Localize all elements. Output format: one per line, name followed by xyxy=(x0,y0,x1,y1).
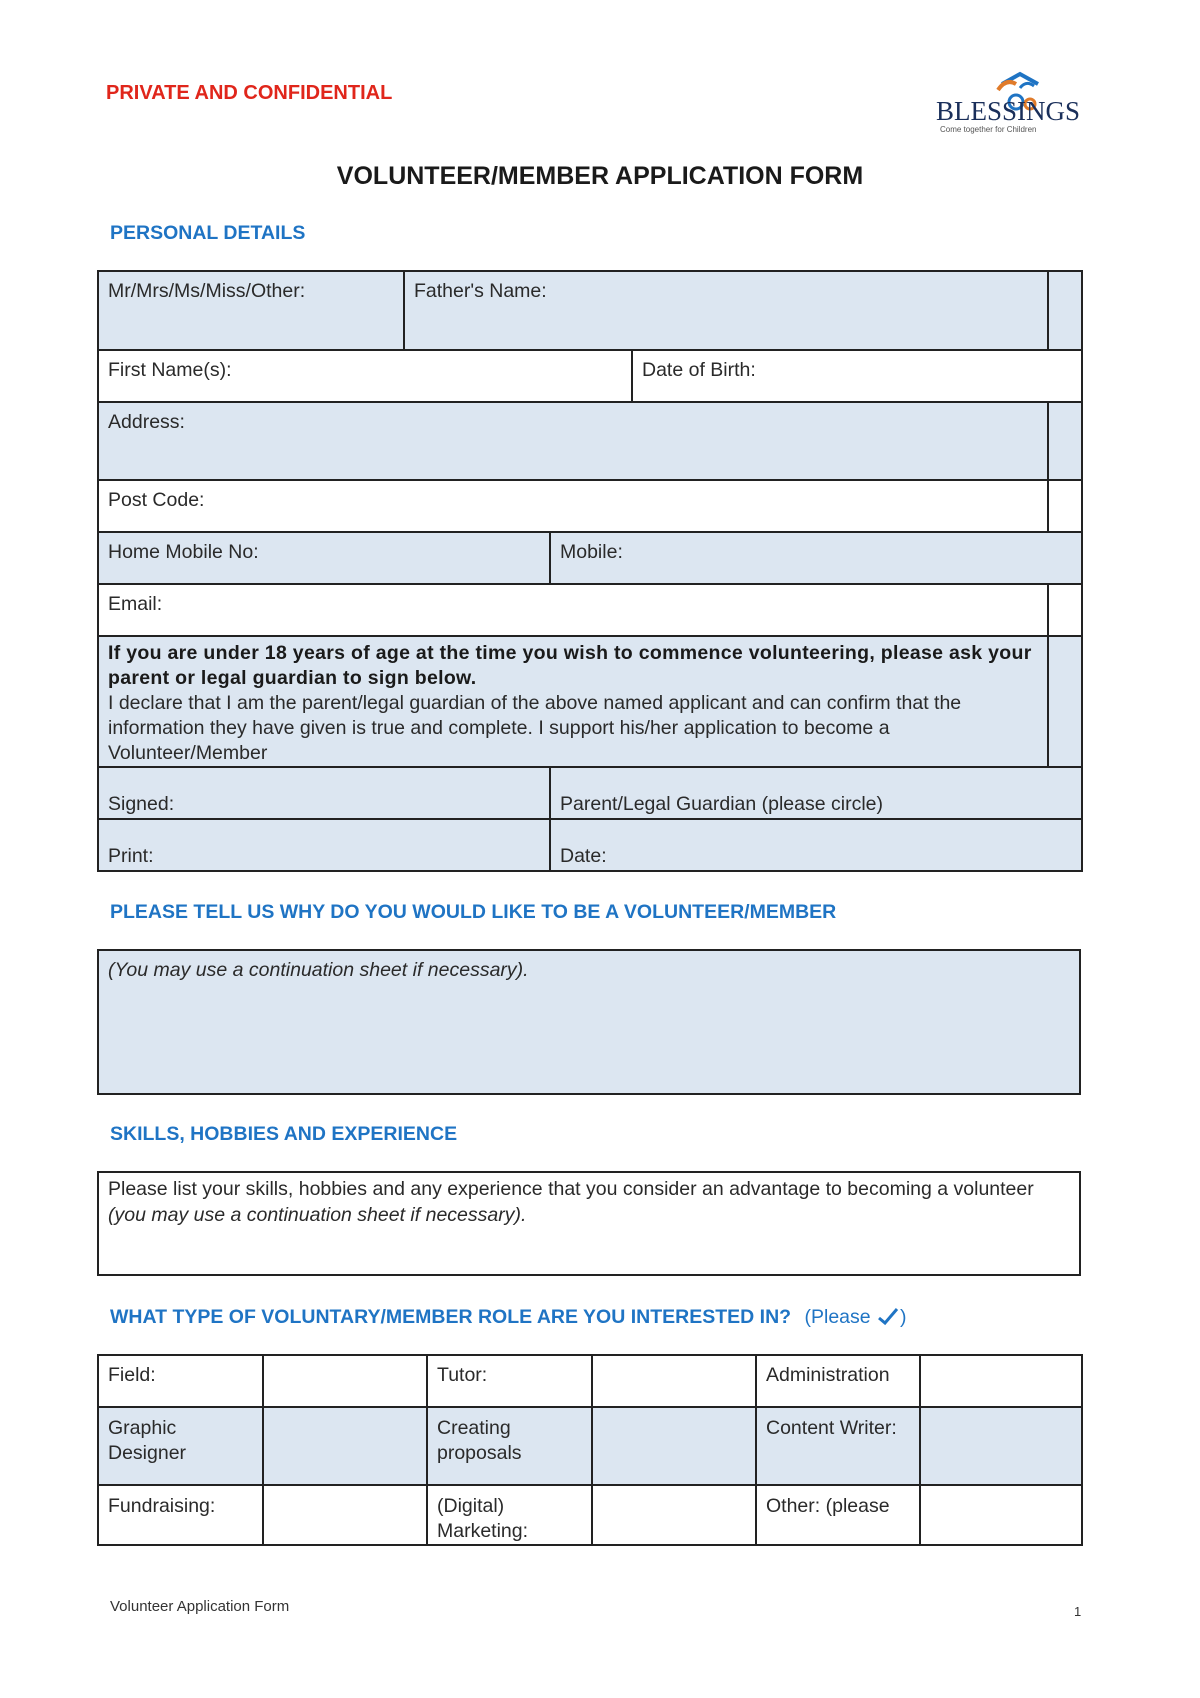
address-label: Address: xyxy=(108,411,185,433)
footer-label: Volunteer Application Form xyxy=(110,1598,290,1615)
role-administration-checkbox[interactable] xyxy=(920,1355,1082,1407)
date-label: Date: xyxy=(560,845,607,867)
role-content-writer: Content Writer: xyxy=(756,1407,920,1485)
role-creating-proposals: Creating proposals xyxy=(427,1407,592,1485)
date-field[interactable] xyxy=(550,819,1082,871)
home-mobile-label: Home Mobile No: xyxy=(108,541,259,563)
margin-cell xyxy=(1048,480,1082,532)
roles-heading: WHAT TYPE OF VOLUNTARY/MEMBER ROLE ARE YOU INTERESTED IN? xyxy=(110,1306,792,1328)
role-digital-marketing-checkbox[interactable] xyxy=(592,1485,756,1545)
dob-field[interactable] xyxy=(632,350,1082,402)
blessings-logo xyxy=(934,70,1104,140)
print-field[interactable] xyxy=(98,819,550,871)
signed-label: Signed: xyxy=(108,793,175,815)
why-volunteer-note: (You may use a continuation sheet if necessary). xyxy=(108,959,529,981)
role-graphic-designer: Graphic Designer xyxy=(98,1407,263,1485)
roles-heading-row xyxy=(110,1306,907,1329)
home-mobile-field[interactable] xyxy=(98,532,550,584)
svg-text:Come together for Children: Come together for Children xyxy=(940,125,1037,134)
personal-details-heading: PERSONAL DETAILS xyxy=(110,222,306,244)
email-field[interactable] xyxy=(98,584,1048,636)
skills-heading: SKILLS, HOBBIES AND EXPERIENCE xyxy=(110,1123,458,1145)
margin-cell xyxy=(1048,636,1082,767)
address-field[interactable] xyxy=(98,402,1048,480)
page-number: 1 xyxy=(1074,1604,1082,1619)
skills-instruction: Please list your skills, hobbies and any experience that you consider an advantage to becoming a volunteer xyxy=(108,1178,1034,1200)
postcode-field[interactable] xyxy=(98,480,1048,532)
signed-field[interactable] xyxy=(98,767,550,819)
margin-cell xyxy=(1048,584,1082,636)
roles-table xyxy=(97,1354,1083,1546)
title-label: Mr/Mrs/Ms/Miss/Other: xyxy=(108,280,306,302)
father-name-label: Father's Name: xyxy=(414,280,547,302)
skills-field[interactable] xyxy=(98,1172,1080,1275)
email-label: Email: xyxy=(108,593,163,615)
role-content-writer-checkbox[interactable] xyxy=(920,1407,1082,1485)
form-title: VOLUNTEER/MEMBER APPLICATION FORM xyxy=(336,162,864,190)
role-fundraising-checkbox[interactable] xyxy=(263,1485,427,1545)
role-tutor-checkbox[interactable] xyxy=(592,1355,756,1407)
guardian-instruction: If you are under 18 years of age at the time you wish to commence volunteering, please ask your parent or legal guardian to sign below. xyxy=(108,642,1032,689)
role-fundraising: Fundraising: xyxy=(98,1485,263,1545)
why-volunteer-field[interactable] xyxy=(98,950,1080,1094)
confidential-label: PRIVATE AND CONFIDENTIAL xyxy=(106,82,393,104)
guardian-declaration xyxy=(98,636,1048,767)
title-field[interactable] xyxy=(98,271,404,350)
roles-please: (Please xyxy=(804,1306,871,1328)
role-other-checkbox[interactable] xyxy=(920,1485,1082,1545)
skills-table xyxy=(97,1171,1081,1276)
role-other: Other: (please xyxy=(756,1485,920,1545)
first-name-label: First Name(s): xyxy=(108,359,232,381)
personal-details-table xyxy=(97,270,1083,872)
print-label: Print: xyxy=(108,845,154,867)
roles-close: ) xyxy=(900,1306,907,1328)
guardian-statement: I declare that I am the parent/legal guardian of the above named applicant and can confirm that the information they have given is true and complete. I support his/her application to become a Volunteer/Member xyxy=(108,692,962,764)
margin-cell xyxy=(1048,271,1082,350)
role-tutor: Tutor: xyxy=(427,1355,592,1407)
margin-cell xyxy=(1048,402,1082,480)
mobile-field[interactable] xyxy=(550,532,1082,584)
mobile-label: Mobile: xyxy=(560,541,623,563)
relationship-field[interactable] xyxy=(550,767,1082,819)
relationship-label: Parent/Legal Guardian (please circle) xyxy=(560,793,884,815)
role-administration: Administration xyxy=(756,1355,920,1407)
role-digital-marketing: (Digital) Marketing: xyxy=(427,1485,592,1545)
role-graphic-designer-checkbox[interactable] xyxy=(263,1407,427,1485)
postcode-label: Post Code: xyxy=(108,489,205,511)
why-volunteer-table xyxy=(97,949,1081,1095)
first-name-field[interactable] xyxy=(98,350,632,402)
svg-text:BLESSINGS: BLESSINGS xyxy=(936,96,1081,126)
dob-label: Date of Birth: xyxy=(642,359,756,381)
role-creating-proposals-checkbox[interactable] xyxy=(592,1407,756,1485)
role-field: Field: xyxy=(98,1355,263,1407)
tick-icon xyxy=(876,1306,900,1328)
skills-note: (you may use a continuation sheet if necessary). xyxy=(108,1204,527,1226)
why-volunteer-heading: PLEASE TELL US WHY DO YOU WOULD LIKE TO BE A VOLUNTEER/MEMBER xyxy=(110,901,837,923)
father-name-field[interactable] xyxy=(404,271,1048,350)
role-field-checkbox[interactable] xyxy=(263,1355,427,1407)
